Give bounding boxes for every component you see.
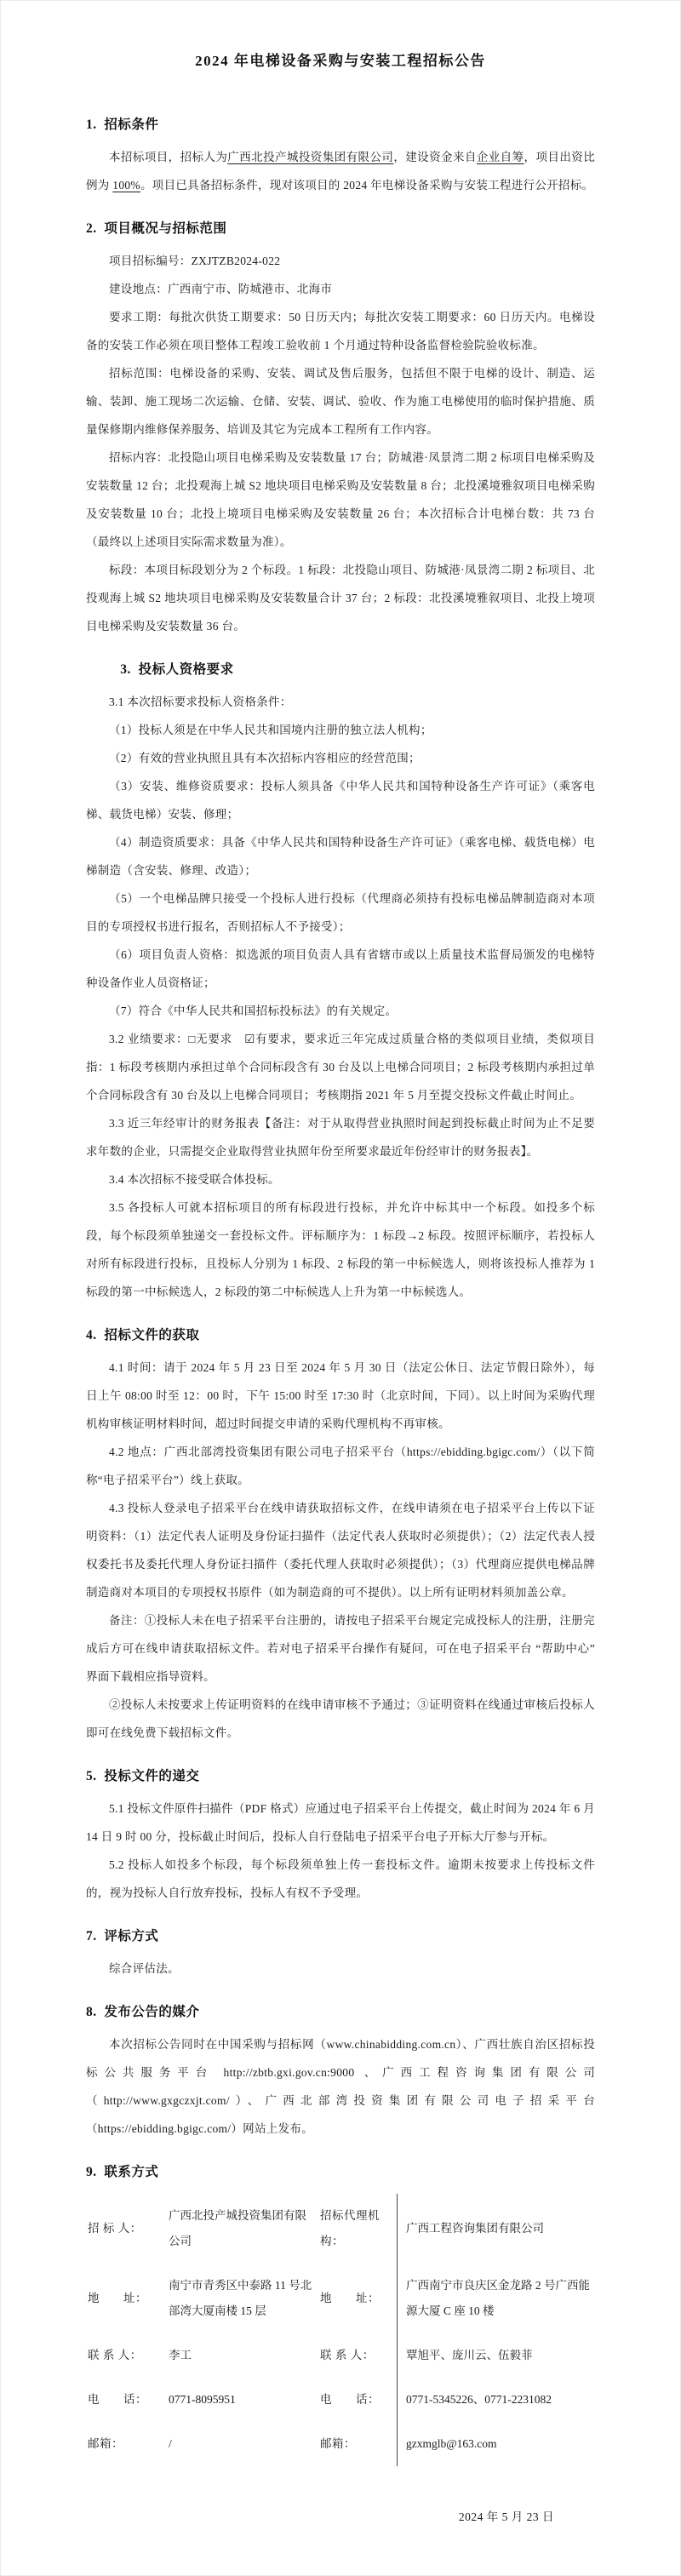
paragraph-deadline: 5.1 投标文件原件扫描件（PDF 格式）应通过电子招采平台上传提交，截止时间为 2024 年 6 月 14 日 9 时 00 分，投标截止时间后，投标人自行登陆电子招采平台电子开标大厅参与开标。	[86, 1802, 595, 1843]
paragraph: （4）制造资质要求：具备《中华人民共和国特种设备生产许可证》（乘客电梯、载货电梯）电梯制造（含安装、修理、改造）；	[86, 836, 595, 877]
section-9-contact-info	[86, 2161, 595, 2524]
paragraph-note-2: ②投标人未按要求上传证明资料的在线申请审核不予通过；③证明资料在线通过审核后投标人即可在线免费下载招标文件。	[86, 1698, 595, 1739]
paragraph: （5）一个电梯品牌只接受一个投标人进行投标（代理商必须持有投标电梯品牌制造商对本项目的专项授权书进行报名，否则招标人不予接受）；	[86, 892, 595, 933]
section-3-bidder-qualifications	[86, 659, 595, 1306]
section-heading: 1. 招标条件	[86, 117, 159, 132]
agency-phone-label: 电 话：	[320, 2393, 380, 2406]
paragraph-scope: 招标范围：电梯设备的采购、安装、调试及售后服务，包括但不限于电梯的设计、制造、运输、装卸、施工现场二次运输、仓储、安装、调试、验收、作为施工电梯使用的临时保护措施、质量保修期内维修保养服务、培训及其它为完成本工程所有工作内容。	[86, 367, 595, 436]
paragraph: 3.4 本次招标不接受联合体投标。	[109, 1173, 280, 1186]
text-run: ，建设资金来自	[393, 151, 477, 163]
paragraph-note-1: 备注：①投标人未在电子招采平台注册的，请按电子招采平台规定完成投标人的注册，注册完成后方可在线申请获取招标文件。若对电子招采平台操作有疑问，可在电子招采平台 “帮助中心” 界面下载相应指导资料。	[86, 1614, 595, 1683]
contact-table	[86, 2194, 597, 2466]
paragraph: （2）有效的营业执照且具有本次招标内容相应的经营范围；	[109, 752, 421, 764]
paragraph-time: 4.1 时间：请于 2024 年 5 月 23 日至 2024 年 5 月 30 日（法定公休日、法定节假日除外），每日上午 08:00 时至 12：00 时，下午 15:00 时至 17:30 时（北京时间，下同）。以上时间为采购代理机构审核证明材料时间，超过时间提交申请的采购代理机构不再审核。	[86, 1361, 595, 1430]
announcement-date: 2024 年 5 月 23 日	[458, 2510, 554, 2523]
agency-phone-value: 0771-5345226、0771-2231082	[397, 2378, 597, 2422]
agency-email-label: 邮箱：	[320, 2437, 356, 2450]
paragraph: 3.5 各投标人可就本招标项目的所有标段进行投标，并允许中标其中一个标段。如投多个标段，每个标段须单独递交一套投标文件。评标顺序为：1 标段→2 标段。按照评标顺序，若投标人对所有标段进行投标，且投标人分别为 1 标段、2 标段的第一中标候选人，则将该投标人推荐为 1 标段的第一中标候选人，2 标段的第二中标候选人上升为第一中标候选人。	[86, 1201, 595, 1298]
underlined-funding-ratio: 100%	[112, 179, 140, 192]
section-2-project-overview	[86, 218, 595, 640]
agency-address-value: 广西南宁市良庆区金龙路 2 号广西能源大厦 C 座 10 楼	[397, 2264, 597, 2333]
bidder-value: 广西北投产城投资集团有限公司	[169, 2209, 306, 2247]
paragraph: 5.2 投标人如投多个标段，每个标段须单独上传一套投标文件。逾期未按要求上传投标文件的，视为投标人自行放弃投标，投标人有权不予受理。	[86, 1858, 595, 1899]
paragraph-lots: 标段：本项目标段划分为 2 个标段。1 标段：北投隐山项目、防城港·凤景湾二期 2 标项目、北投观海上城 S2 地块项目电梯采购及安装数量合计 37 台；2 标段：北投溪境雅叙项目、北投上境项目电梯采购及安装数量 36 台。	[86, 564, 595, 633]
paragraph: （1）投标人须是在中华人民共和国境内注册的独立法人机构；	[109, 724, 432, 736]
section-heading: 7. 评标方式	[86, 1929, 159, 1943]
paragraph-performance-requirement-checkboxes: 3.2 业绩要求：□无要求 ☑有要求，要求近三年完成过质量合格的类似项目业绩，类似项目指：1 标段考核期内承担过单个合同标段含有 30 台及以上电梯合同项目；2 标段考核期内承担过单个合同标段含有 30 台及以上电梯合同项目；考核期指 2021 年 5 月至提交投标文件截止时间止。	[86, 1033, 595, 1102]
agency-address-label: 地 址：	[320, 2292, 380, 2304]
agency-label: 招标代理机构：	[320, 2209, 380, 2247]
section-7-evaluation-method	[86, 1926, 595, 1983]
bidder-phone-value: 0771-8095951	[169, 2393, 236, 2406]
paragraph: 3.3 近三年经审计的财务报表【备注：对于从取得营业执照时间起到投标截止时间为止不足要求年数的企业，只需提交企业取得营业执照年份至所要求最近年份经审计的财务报表】。	[86, 1117, 595, 1158]
agency-email-value: gzxmglb@163.com	[397, 2422, 597, 2466]
paragraph-schedule: 要求工期：每批次供货工期要求：50 日历天内；每批次安装工期要求：60 日历天内。电梯设备的安装工作必须在项目整体工程竣工验收前 1 个月通过特种设备监督检验院验收标准。	[86, 311, 595, 352]
agency-contact-value: 覃旭平、庞川云、伍毅菲	[397, 2333, 597, 2378]
bidder-phone-label: 电 话：	[88, 2393, 147, 2406]
text-run: ，项目出资比例为	[86, 151, 595, 192]
section-4-obtaining-documents	[86, 1325, 595, 1747]
section-heading: 2. 项目概况与招标范围	[86, 221, 227, 236]
paragraph: 3.1 本次招标要求投标人资格条件：	[109, 696, 292, 708]
bidder-contact-value: 李工	[169, 2349, 192, 2361]
section-heading: 5. 投标文件的递交	[86, 1769, 200, 1783]
underlined-bidder-name: 广西北投产城投资集团有限公司	[227, 151, 394, 163]
paragraph-application-materials: 4.3 投标人登录电子招采平台在线申请获取招标文件，在线申请须在电子招采平台上传以下证明资料：（1）法定代表人证明及身份证扫描件（法定代表人获取时必须提供）；（2）法定代表人授权委托书及委托代理人身份证扫描件（委托代理人获取时必须提供）；（3）代理商应提供电梯品牌制造商对本项目的专项授权书原件（如为制造商的可不提供）。以上所有证明材料须加盖公章。	[86, 1502, 595, 1599]
bidder-email-label: 邮箱：	[88, 2437, 123, 2450]
section-heading: 8. 发布公告的媒介	[86, 2005, 200, 2019]
section-heading: 9. 联系方式	[86, 2165, 159, 2179]
section-1-tender-conditions	[86, 114, 595, 199]
bidder-address-value: 南宁市青秀区中泰路 11 号北部湾大厦南楼 15 层	[169, 2279, 312, 2317]
paragraph-tender-number: 项目招标编号：ZXJTZB2024-022	[109, 255, 281, 267]
underlined-funding-source: 企业自筹	[476, 151, 524, 163]
text-run: 。项目已具备招标条件，现对该项目的 2024 年电梯设备采购与安装工程进行公开招标。	[140, 179, 594, 192]
paragraph: （6）项目负责人资格：拟选派的项目负责人具有省辖市或以上质量技术监督局颁发的电梯特种设备作业人员资格证；	[86, 948, 595, 989]
section-5-bid-submission	[86, 1766, 595, 1907]
bidder-contact-label: 联 系 人：	[88, 2349, 142, 2361]
agency-value: 广西工程咨询集团有限公司	[397, 2194, 597, 2264]
doc-title: 2024 年电梯设备采购与安装工程招标公告	[195, 53, 486, 69]
paragraph-content: 招标内容：北投隐山项目电梯采购及安装数量 17 台；防城港·凤景湾二期 2 标项目电梯采购及安装数量 12 台；北投观海上城 S2 地块项目电梯采购及安装数量 8 台；北投溪境雅叙项目电梯采购及安装数量 10 台；北投上境项目电梯采购及安装数量 26 台；本次招标合计电梯台数：共 73 台（最终以上述项目实际需求数量为准）。	[86, 451, 595, 548]
section-8-announcement-media	[86, 2001, 595, 2143]
paragraph	[86, 143, 595, 199]
paragraph-platform-url: 4.2 地点：广西北部湾投资集团有限公司电子招采平台（https://ebidding.bgigc.com/）（以下简称“电子招采平台”）线上获取。	[86, 1445, 595, 1486]
paragraph: 综合评估法。	[109, 1962, 180, 1975]
bidder-label: 招 标 人：	[88, 2222, 142, 2235]
paragraph-location: 建设地点：广西南宁市、防城港市、北海市	[109, 283, 333, 295]
bidder-address-label: 地 址：	[88, 2292, 147, 2304]
section-heading: 3. 投标人资格要求	[120, 662, 234, 677]
agency-contact-label: 联 系 人：	[320, 2349, 375, 2361]
section-heading: 4. 招标文件的获取	[86, 1328, 200, 1342]
paragraph: （3）安装、维修资质要求：投标人须具备《中华人民共和国特种设备生产许可证》（乘客电梯、载货电梯）安装、修理；	[86, 780, 595, 821]
paragraph-media-urls: 本次招标公告同时在中国采购与招标网（www.chinabidding.com.cn）、广西壮族自治区招标投标公共服务平台 http://zbtb.gxi.gov.cn:9000 、广西工程咨询集团有限公司（http://www.gxgczxjt.com/）、广西北部湾投资集团有限公司电子招采平台（https://ebidding.bgigc.com/）网站上发布。	[86, 2038, 595, 2135]
bidder-email-value: /	[169, 2437, 172, 2450]
paragraph: （7）符合《中华人民共和国招标投标法》的有关规定。	[109, 1005, 398, 1017]
text-run: 本招标项目，招标人为	[109, 151, 228, 163]
